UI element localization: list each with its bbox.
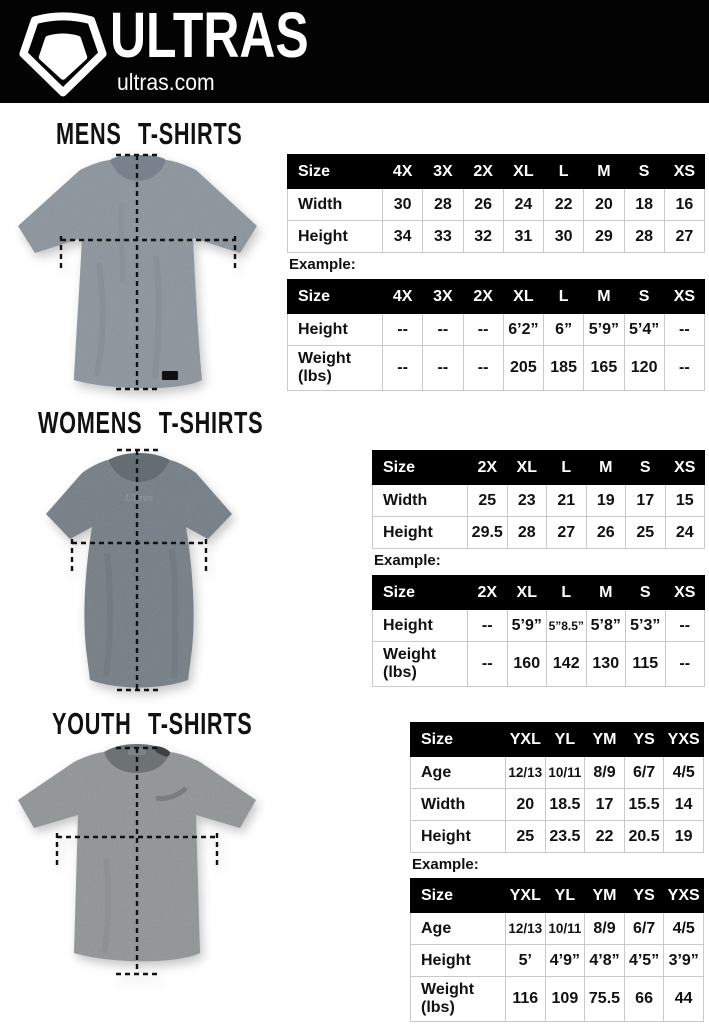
- value-cell: 10/11: [545, 757, 585, 789]
- value-cell: --: [423, 346, 463, 391]
- value-cell: 165: [584, 346, 624, 391]
- value-cell: --: [383, 346, 423, 391]
- value-cell: 30: [383, 189, 423, 221]
- value-cell: 12/13: [506, 757, 546, 789]
- mens-section-title: MENS T-SHIRTS: [56, 116, 243, 151]
- womens-shirt-neck-logo: Ultras: [124, 492, 154, 504]
- value-cell: 116: [506, 977, 546, 1022]
- value-cell: 6/7: [624, 757, 664, 789]
- table-row: [373, 610, 705, 642]
- size-column-header: YXL: [506, 879, 546, 913]
- row-label: Height: [288, 221, 383, 253]
- value-cell: 75.5: [585, 977, 625, 1022]
- value-cell: 28: [423, 189, 463, 221]
- value-cell: 19: [586, 485, 626, 517]
- youth-section-title: YOUTH T-SHIRTS: [52, 706, 253, 741]
- table-row: [411, 945, 704, 977]
- size-column-header: 3X: [423, 280, 463, 314]
- value-cell: 5’8”: [586, 610, 626, 642]
- value-cell: 18: [624, 189, 664, 221]
- value-cell: 27: [664, 221, 704, 253]
- size-column-header: S: [626, 576, 666, 610]
- value-cell: 5’: [506, 945, 546, 977]
- size-column-header: S: [624, 155, 664, 189]
- row-label: Height: [373, 610, 468, 642]
- size-column-header: M: [586, 451, 626, 485]
- row-label-header: Size: [373, 451, 468, 485]
- table-row: [288, 346, 705, 391]
- table-row: [411, 789, 704, 821]
- size-column-header: L: [544, 155, 584, 189]
- value-cell: 22: [544, 189, 584, 221]
- row-label: Width: [288, 189, 383, 221]
- womens-example-label: Example:: [374, 552, 441, 569]
- size-column-header: S: [624, 280, 664, 314]
- value-cell: 10/11: [545, 913, 585, 945]
- value-cell: 6’2”: [503, 314, 543, 346]
- value-cell: --: [468, 642, 508, 687]
- value-cell: 4/5: [664, 757, 704, 789]
- size-column-header: YXL: [506, 723, 546, 757]
- table-header-row: [373, 451, 705, 485]
- value-cell: 14: [664, 789, 704, 821]
- value-cell: 15: [665, 485, 705, 517]
- table-row: [411, 913, 704, 945]
- value-cell: 23.5: [545, 821, 585, 853]
- value-cell: 25: [506, 821, 546, 853]
- size-column-header: 3X: [423, 155, 463, 189]
- size-column-header: XL: [507, 576, 547, 610]
- value-cell: 6/7: [624, 913, 664, 945]
- value-cell: 20: [506, 789, 546, 821]
- size-column-header: M: [584, 155, 624, 189]
- value-cell: 120: [624, 346, 664, 391]
- value-cell: --: [665, 610, 705, 642]
- size-column-header: 2X: [463, 280, 503, 314]
- value-cell: 33: [423, 221, 463, 253]
- value-cell: 20.5: [624, 821, 664, 853]
- value-cell: 22: [585, 821, 625, 853]
- row-label-header: Size: [411, 879, 506, 913]
- size-column-header: YXS: [664, 723, 704, 757]
- size-column-header: L: [547, 576, 587, 610]
- value-cell: 12/13: [506, 913, 546, 945]
- value-cell: 6”: [544, 314, 584, 346]
- value-cell: 34: [383, 221, 423, 253]
- table-row: [373, 642, 705, 687]
- table-header-row: [411, 879, 704, 913]
- size-column-header: 2X: [463, 155, 503, 189]
- size-column-header: L: [544, 280, 584, 314]
- value-cell: --: [463, 314, 503, 346]
- size-column-header: L: [547, 451, 587, 485]
- value-cell: 16: [664, 189, 704, 221]
- row-label: Height: [411, 945, 506, 977]
- row-label: Height: [288, 314, 383, 346]
- value-cell: 5’9”: [584, 314, 624, 346]
- value-cell: 5’9”: [507, 610, 547, 642]
- size-column-header: XL: [507, 451, 547, 485]
- brand-title: ULTRAS: [110, 0, 309, 71]
- value-cell: 15.5: [624, 789, 664, 821]
- table-row: [288, 189, 705, 221]
- table-header-row: [288, 155, 705, 189]
- size-column-header: YM: [585, 879, 625, 913]
- value-cell: 160: [507, 642, 547, 687]
- value-cell: 26: [463, 189, 503, 221]
- value-cell: 4’9”: [545, 945, 585, 977]
- value-cell: --: [383, 314, 423, 346]
- value-cell: 8/9: [585, 757, 625, 789]
- value-cell: 30: [544, 221, 584, 253]
- value-cell: --: [664, 314, 704, 346]
- womens-size-table: [372, 450, 705, 549]
- row-label: Weight (lbs): [373, 642, 468, 687]
- value-cell: 185: [544, 346, 584, 391]
- size-column-header: M: [586, 576, 626, 610]
- row-label: Height: [373, 517, 468, 549]
- value-cell: 24: [503, 189, 543, 221]
- row-label-header: Size: [288, 155, 383, 189]
- row-label: Width: [373, 485, 468, 517]
- size-column-header: XS: [665, 576, 705, 610]
- value-cell: --: [664, 346, 704, 391]
- table-row: [411, 757, 704, 789]
- table-row: [411, 821, 704, 853]
- value-cell: 21: [547, 485, 587, 517]
- size-column-header: YS: [624, 879, 664, 913]
- value-cell: 5’3”: [626, 610, 666, 642]
- value-cell: 17: [626, 485, 666, 517]
- value-cell: 4’5”: [624, 945, 664, 977]
- value-cell: 44: [664, 977, 704, 1022]
- value-cell: 115: [626, 642, 666, 687]
- ultras-pentagon-logo-icon: [19, 6, 107, 98]
- value-cell: 29.5: [468, 517, 508, 549]
- table-row: [373, 517, 705, 549]
- row-label-header: Size: [411, 723, 506, 757]
- value-cell: --: [665, 642, 705, 687]
- size-column-header: 4X: [383, 280, 423, 314]
- value-cell: 142: [547, 642, 587, 687]
- womens-example-table: [372, 575, 705, 687]
- value-cell: 18.5: [545, 789, 585, 821]
- row-label: Width: [411, 789, 506, 821]
- value-cell: 130: [586, 642, 626, 687]
- header-bar: [0, 0, 709, 103]
- value-cell: 31: [503, 221, 543, 253]
- value-cell: 25: [626, 517, 666, 549]
- row-label: Weight (lbs): [288, 346, 383, 391]
- youth-example-table: [410, 878, 704, 1022]
- mens-example-label: Example:: [289, 256, 356, 273]
- value-cell: 4’8”: [585, 945, 625, 977]
- value-cell: 5’4”: [624, 314, 664, 346]
- value-cell: --: [468, 610, 508, 642]
- value-cell: 8/9: [585, 913, 625, 945]
- size-column-header: YXS: [664, 879, 704, 913]
- row-label-header: Size: [373, 576, 468, 610]
- value-cell: 5”8.5”: [547, 610, 587, 642]
- value-cell: --: [423, 314, 463, 346]
- value-cell: 24: [665, 517, 705, 549]
- row-label: Age: [411, 757, 506, 789]
- site-url: ultras.com: [117, 69, 215, 95]
- size-column-header: XL: [503, 280, 543, 314]
- table-header-row: [373, 576, 705, 610]
- size-column-header: YM: [585, 723, 625, 757]
- value-cell: 26: [586, 517, 626, 549]
- size-column-header: 2X: [468, 451, 508, 485]
- value-cell: 23: [507, 485, 547, 517]
- value-cell: 32: [463, 221, 503, 253]
- table-row: [373, 485, 705, 517]
- size-column-header: S: [626, 451, 666, 485]
- size-column-header: 2X: [468, 576, 508, 610]
- size-column-header: XS: [664, 280, 704, 314]
- row-label: Weight (lbs): [411, 977, 506, 1022]
- mens-example-table: [287, 279, 705, 391]
- size-column-header: YL: [545, 723, 585, 757]
- youth-example-label: Example:: [412, 856, 479, 873]
- table-row: [411, 977, 704, 1022]
- value-cell: 28: [624, 221, 664, 253]
- value-cell: 20: [584, 189, 624, 221]
- size-column-header: XL: [503, 155, 543, 189]
- value-cell: --: [463, 346, 503, 391]
- row-label: Height: [411, 821, 506, 853]
- value-cell: 29: [584, 221, 624, 253]
- mens-size-table: [287, 154, 705, 253]
- womens-section-title: WOMENS T-SHIRTS: [38, 405, 264, 440]
- size-column-header: M: [584, 280, 624, 314]
- youth-tshirt-measurement-image: [6, 738, 268, 982]
- youth-size-table: [410, 722, 704, 853]
- table-row: [288, 221, 705, 253]
- value-cell: 109: [545, 977, 585, 1022]
- size-column-header: XS: [664, 155, 704, 189]
- value-cell: 17: [585, 789, 625, 821]
- value-cell: 205: [503, 346, 543, 391]
- row-label: Age: [411, 913, 506, 945]
- value-cell: 28: [507, 517, 547, 549]
- value-cell: 27: [547, 517, 587, 549]
- value-cell: 3’9”: [664, 945, 704, 977]
- value-cell: 66: [624, 977, 664, 1022]
- table-row: [288, 314, 705, 346]
- size-column-header: XS: [665, 451, 705, 485]
- size-column-header: YL: [545, 879, 585, 913]
- womens-tshirt-measurement-image: [32, 444, 246, 696]
- table-header-row: [288, 280, 705, 314]
- value-cell: 4/5: [664, 913, 704, 945]
- mens-shirt-hem-tag: [162, 371, 178, 380]
- table-header-row: [411, 723, 704, 757]
- size-column-header: YS: [624, 723, 664, 757]
- value-cell: 25: [468, 485, 508, 517]
- mens-tshirt-measurement-image: [4, 148, 272, 396]
- row-label-header: Size: [288, 280, 383, 314]
- size-column-header: 4X: [383, 155, 423, 189]
- value-cell: 19: [664, 821, 704, 853]
